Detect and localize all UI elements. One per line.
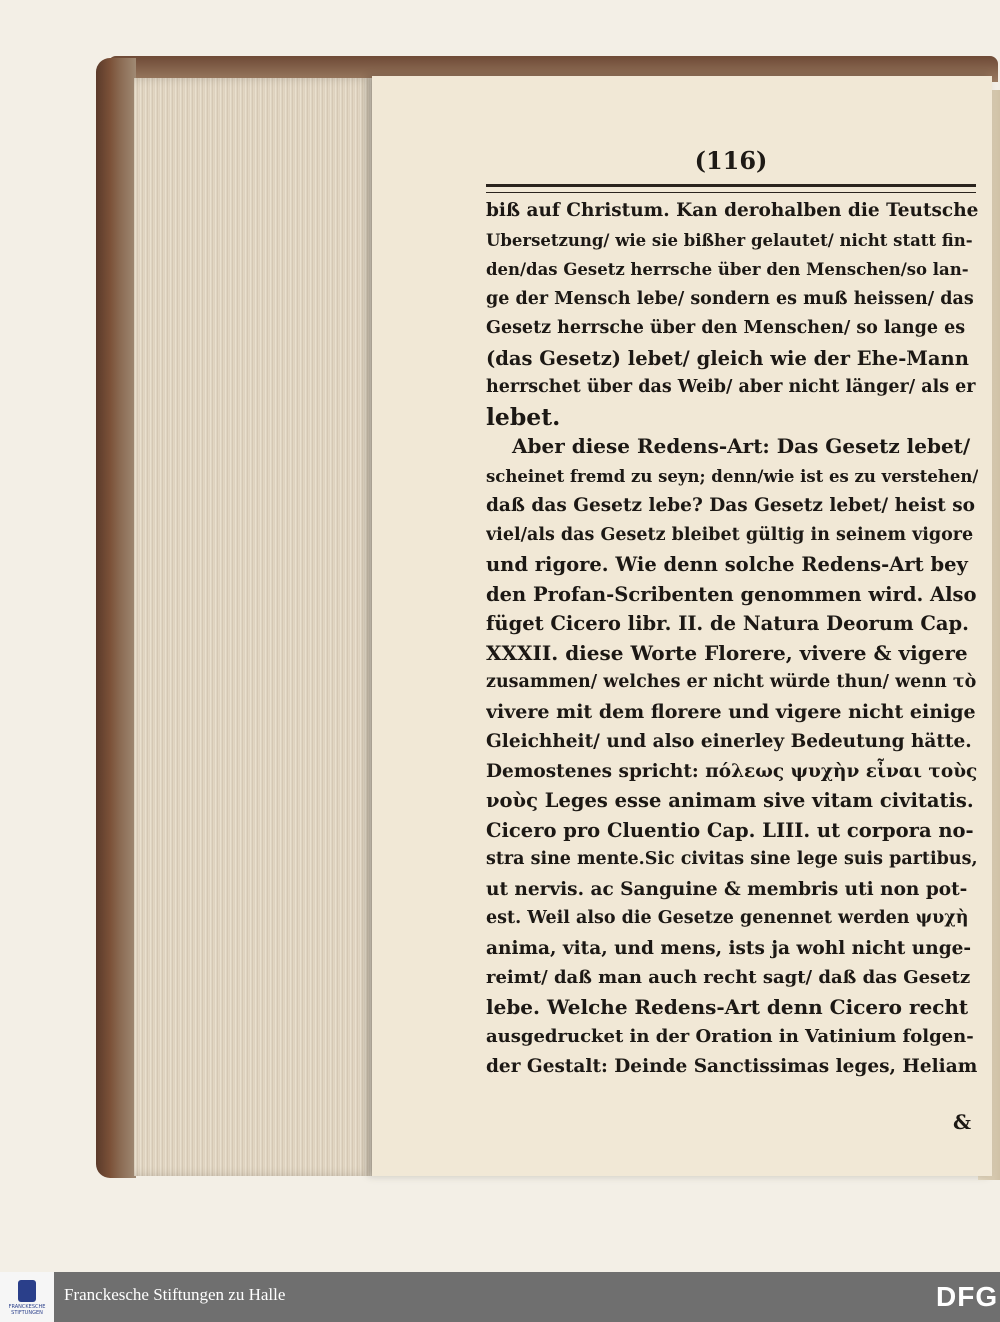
text-line: ut nervis. ac Sanguine & membris uti non pot- xyxy=(486,878,968,900)
text-line: herrschet über das Weib/ aber nicht länger/ als er xyxy=(486,377,976,397)
text-line: anima, vita, und mens, ists ja wohl nicht unge- xyxy=(486,937,972,959)
text-line: vivere mit dem florere und vigere nicht einige xyxy=(486,700,976,723)
text-line: daß das Gesetz lebe? Das Gesetz lebet/ heist so xyxy=(486,495,976,516)
viewer-footer xyxy=(0,1272,1000,1322)
catchword: & xyxy=(953,1110,972,1134)
dfg-logo[interactable]: DFG xyxy=(936,1281,999,1312)
page-text xyxy=(486,196,978,1081)
text-line: Ubersetzung/ wie sie bißher gelautet/ nicht statt fin- xyxy=(486,230,973,250)
text-line: der Gestalt: Deinde Sanctissimas leges, Heliam xyxy=(486,1055,978,1077)
text-line: est. Weil also die Gesetze genennet werden ψυχὴ xyxy=(486,908,969,928)
text-line: Gesetz herrsche über den Menschen/ so lange es xyxy=(486,318,966,338)
text-line: biß auf Christum. Kan derohalben die Teutsche xyxy=(486,200,978,221)
institution-logo[interactable] xyxy=(0,1272,54,1322)
text-line: Aber diese Redens-Art: Das Gesetz lebet/ xyxy=(512,434,971,458)
page-number-header: (116) xyxy=(694,146,768,175)
text-line: ausgedrucket in der Oration in Vatinium folgen- xyxy=(486,1026,974,1047)
book-spine xyxy=(96,58,136,1178)
text-line: (das Gesetz) lebet/ gleich wie der Ehe-Mann xyxy=(486,346,969,370)
logo-text: FRANCKESCHE STIFTUNGEN xyxy=(8,1304,46,1316)
text-line: scheinet fremd zu seyn; denn/wie ist es zu verstehen/ xyxy=(486,466,978,486)
page-edges xyxy=(134,78,374,1176)
text-line: νοὺς Leges esse animam sive vitam civitatis. xyxy=(486,789,974,812)
header-rule xyxy=(486,184,976,193)
text-line: und rigore. Wie denn solche Redens-Art bey xyxy=(486,553,968,576)
text-line: viel/als das Gesetz bleibet gültig in seinem vigore xyxy=(486,524,974,545)
text-line: Cicero pro Cluentio Cap. LIII. ut corpora no- xyxy=(486,818,974,842)
text-line: füget Cicero libr. II. de Natura Deorum Cap. xyxy=(486,612,969,635)
text-line: Gleichheit/ und also einerley Bedeutung hätte. xyxy=(486,731,972,752)
text-line: den/das Gesetz herrsche über den Menschen/so lan- xyxy=(486,260,969,279)
text-line: XXXII. diese Worte Florere, vivere & vigere xyxy=(486,640,968,665)
text-line: ge der Mensch lebe/ sondern es muß heissen/ das xyxy=(486,288,974,309)
text-line: reimt/ daß man auch recht sagt/ daß das Gesetz xyxy=(486,967,971,988)
institution-name[interactable]: Franckesche Stiftungen zu Halle xyxy=(64,1285,286,1304)
text-line: stra sine mente.Sic civitas sine lege suis partibus, xyxy=(486,849,978,869)
logo-icon xyxy=(18,1280,36,1302)
text-line: den Profan-Scribenten genommen wird. Also xyxy=(486,582,977,606)
text-line: lebet. xyxy=(486,402,561,431)
text-line: zusammen/ welches er nicht würde thun/ wenn τὸ xyxy=(486,672,977,692)
text-line: Demostenes spricht: πόλεως ψυχὴν εἶναι τοὺς xyxy=(486,760,978,782)
text-line: lebe. Welche Redens-Art denn Cicero recht xyxy=(486,994,969,1019)
